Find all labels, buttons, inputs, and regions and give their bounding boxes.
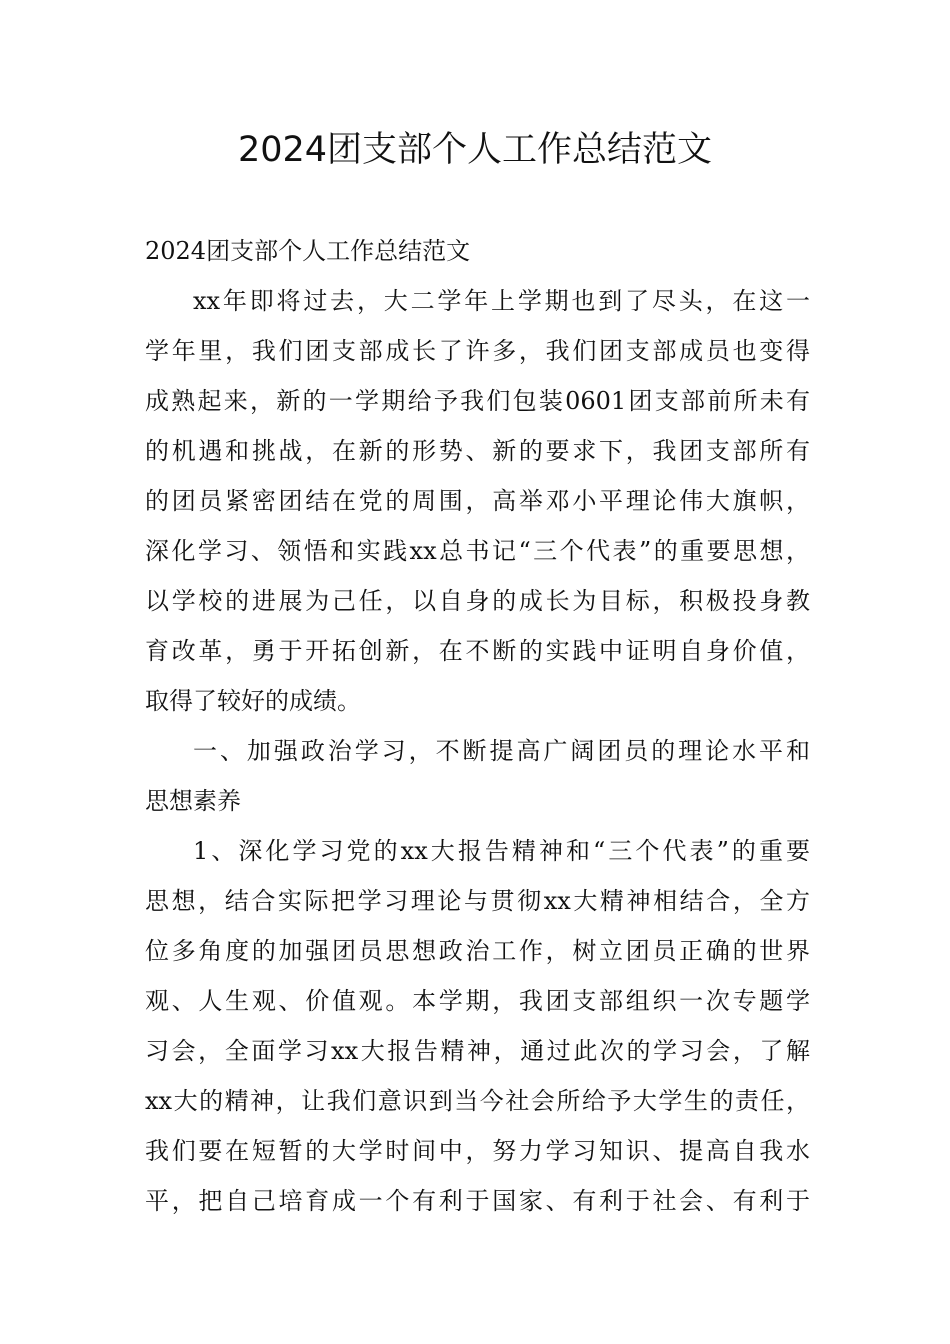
text-line: 位多角度的加强团员思想政治工作，树立团员正确的世界 bbox=[145, 937, 810, 965]
text-line: 1、深化学习党的xx大报告精神和“三个代表”的重要 bbox=[193, 837, 810, 865]
text-line: 观、人生观、价值观。本学期，我团支部组织一次专题学 bbox=[145, 987, 810, 1015]
text-line: 我们要在短暂的大学时间中，努力学习知识、提高自我水 bbox=[145, 1137, 810, 1165]
text-line: 一、加强政治学习，不断提高广阔团员的理论水平和 bbox=[193, 737, 810, 765]
text-line: xx年即将过去，大二学年上学期也到了尽头，在这一 bbox=[193, 287, 810, 315]
text-line: 育改革，勇于开拓创新，在不断的实践中证明自身价值， bbox=[145, 637, 810, 665]
text-line: 平，把自己培育成一个有利于国家、有利于社会、有利于 bbox=[145, 1187, 810, 1215]
text-line: 2024团支部个人工作总结范文 bbox=[145, 237, 471, 265]
text-line: 思想素养 bbox=[145, 787, 241, 815]
document-body bbox=[145, 226, 810, 1226]
text-line: 深化学习、领悟和实践xx总书记“三个代表”的重要思想， bbox=[145, 537, 810, 565]
text-line: 成熟起来，新的一学期给予我们包装0601团支部前所未有 bbox=[145, 387, 810, 415]
text-line: 的团员紧密团结在党的周围，高举邓小平理论伟大旗帜， bbox=[145, 487, 810, 515]
text-line: 习会，全面学习xx大报告精神，通过此次的学习会，了解 bbox=[145, 1037, 810, 1065]
text-line: 学年里，我们团支部成长了许多，我们团支部成员也变得 bbox=[145, 337, 810, 365]
text-line: 的机遇和挑战，在新的形势、新的要求下，我团支部所有 bbox=[145, 437, 810, 465]
text-line: 思想，结合实际把学习理论与贯彻xx大精神相结合，全方 bbox=[145, 887, 810, 915]
text-line: xx大的精神，让我们意识到当今社会所给予大学生的责任， bbox=[145, 1087, 810, 1115]
text-line: 取得了较好的成绩。 bbox=[145, 687, 361, 715]
document-title: 2024团支部个人工作总结范文 bbox=[237, 130, 713, 170]
text-line: 以学校的进展为己任，以自身的成长为目标，积极投身教 bbox=[145, 587, 810, 615]
